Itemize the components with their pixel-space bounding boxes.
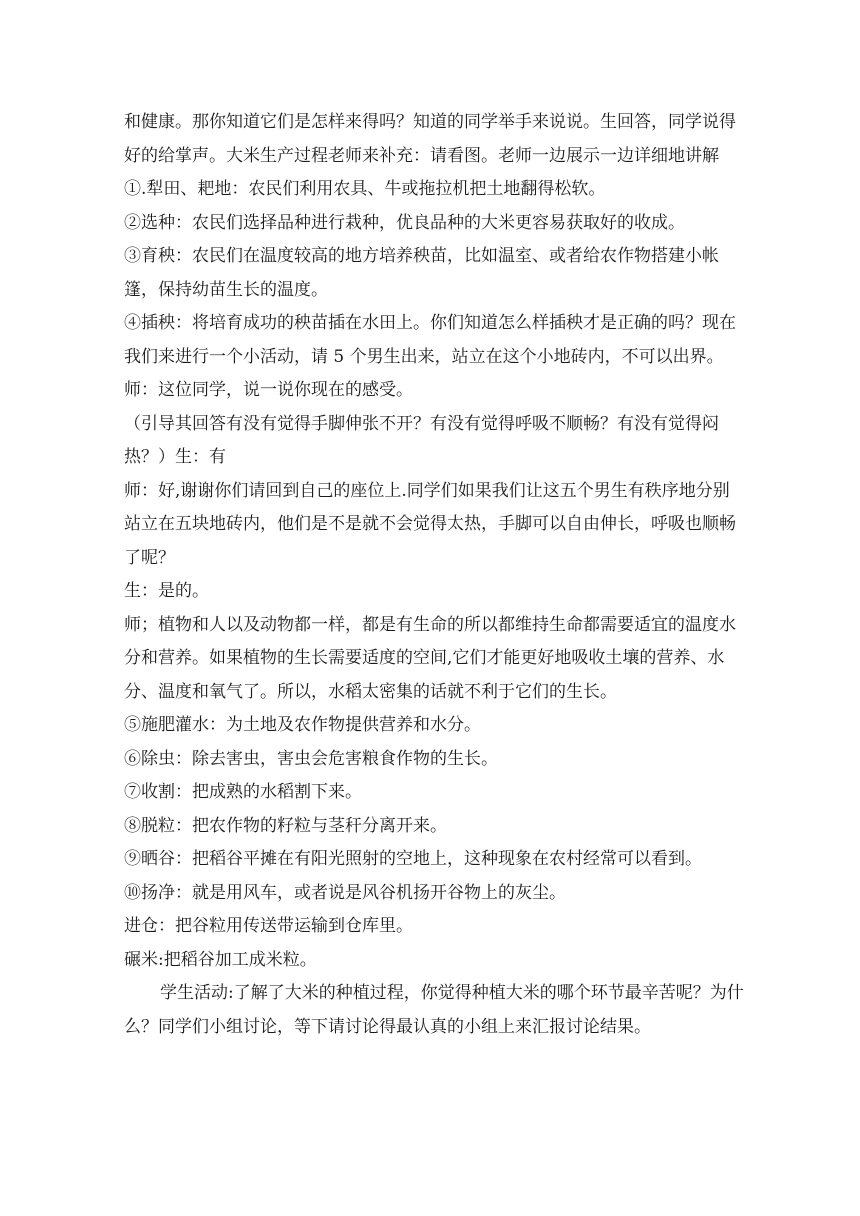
paragraph-teacher-thanks: 师：好,谢谢你们请回到自己的座位上.同学们如果我们让这五个男生有秩序地分别站立在五块地砖内，他们是不是就不会觉得太热，手脚可以自由伸长，呼吸也顺畅了呢？ <box>124 480 736 568</box>
paragraph-step-1-plow: ①.犁田、耙地：农民们利用农具、牛或拖拉机把土地翻得松软。 <box>124 179 606 199</box>
paragraph-student-activity: 学生活动:了解了大米的种植过程，你觉得种植大米的哪个环节最辛苦呢？为什么？同学们小组讨论，等下请讨论得最认真的小组上来汇报讨论结果。 <box>124 983 744 1037</box>
paragraph-guidance: （引导其回答有没有觉得手脚伸张不开？有没有觉得呼吸不顺畅？有没有觉得闷热？）生：有 <box>124 413 719 467</box>
paragraph-storage: 进仓：把谷粒用传送带运输到仓库里。 <box>124 916 413 936</box>
paragraph-step-10-winnowing: ⑩扬净：就是用风车，或者说是风谷机扬开谷物上的灰尘。 <box>124 882 566 903</box>
document-page <box>124 106 744 1044</box>
paragraph-student-answer: 生：是的。 <box>124 581 209 601</box>
paragraph-step-5-fertilize: ⑤施肥灌水：为土地及农作物提供营养和水分。 <box>124 715 481 735</box>
paragraph-teacher-explanation: 师；植物和人以及动物都一样，都是有生命的所以都维持生命都需要适宜的温度水分和营养。如果植物的生长需要适度的空间,它们才能更好地吸收土壤的营养、水分、温度和氧气了。所以，水稻太密集的话就不利于它们的生长。 <box>124 614 736 702</box>
paragraph-step-2-seed-selection: ②选种：农民们选择品种进行栽种，优良品种的大米更容易获取好的收成。 <box>124 212 685 233</box>
paragraph-step-3-seedlings: ③育秧：农民们在温度较高的地方培养秧苗，比如温室、或者给农作物搭建小帐篷，保持幼苗生长的温度。 <box>124 246 719 300</box>
paragraph-step-6-pest-control: ⑥除虫：除去害虫，害虫会危害粮食作物的生长。 <box>124 748 498 769</box>
paragraph-step-9-drying: ⑨晒谷：把稻谷平摊在有阳光照射的空地上，这种现象在农村经常可以看到。 <box>124 849 702 869</box>
paragraph-step-8-threshing: ⑧脱粒：把农作物的籽粒与茎秆分离开来。 <box>124 815 447 836</box>
paragraph-intro: 和健康。那你知道它们是怎样来得吗？知道的同学举手来说说。生回答，同学说得好的给掌声。大米生产过程老师来补充：请看图。老师一边展示一边详细地讲解 <box>124 112 736 166</box>
paragraph-step-7-harvest: ⑦收割：把成熟的水稻割下来。 <box>124 782 362 802</box>
paragraph-milling: 碾米:把稻谷加工成米粒。 <box>124 949 317 970</box>
paragraph-step-4-transplant: ④插秧：将培育成功的秧苗插在水田上。你们知道怎么样插秧才是正确的吗？现在我们来进行一个小活动，请 5 个男生出来，站立在这个小地砖内，不可以出界。 <box>124 313 736 367</box>
paragraph-teacher-prompt: 师：这位同学，说一说你现在的感受。 <box>124 380 413 400</box>
